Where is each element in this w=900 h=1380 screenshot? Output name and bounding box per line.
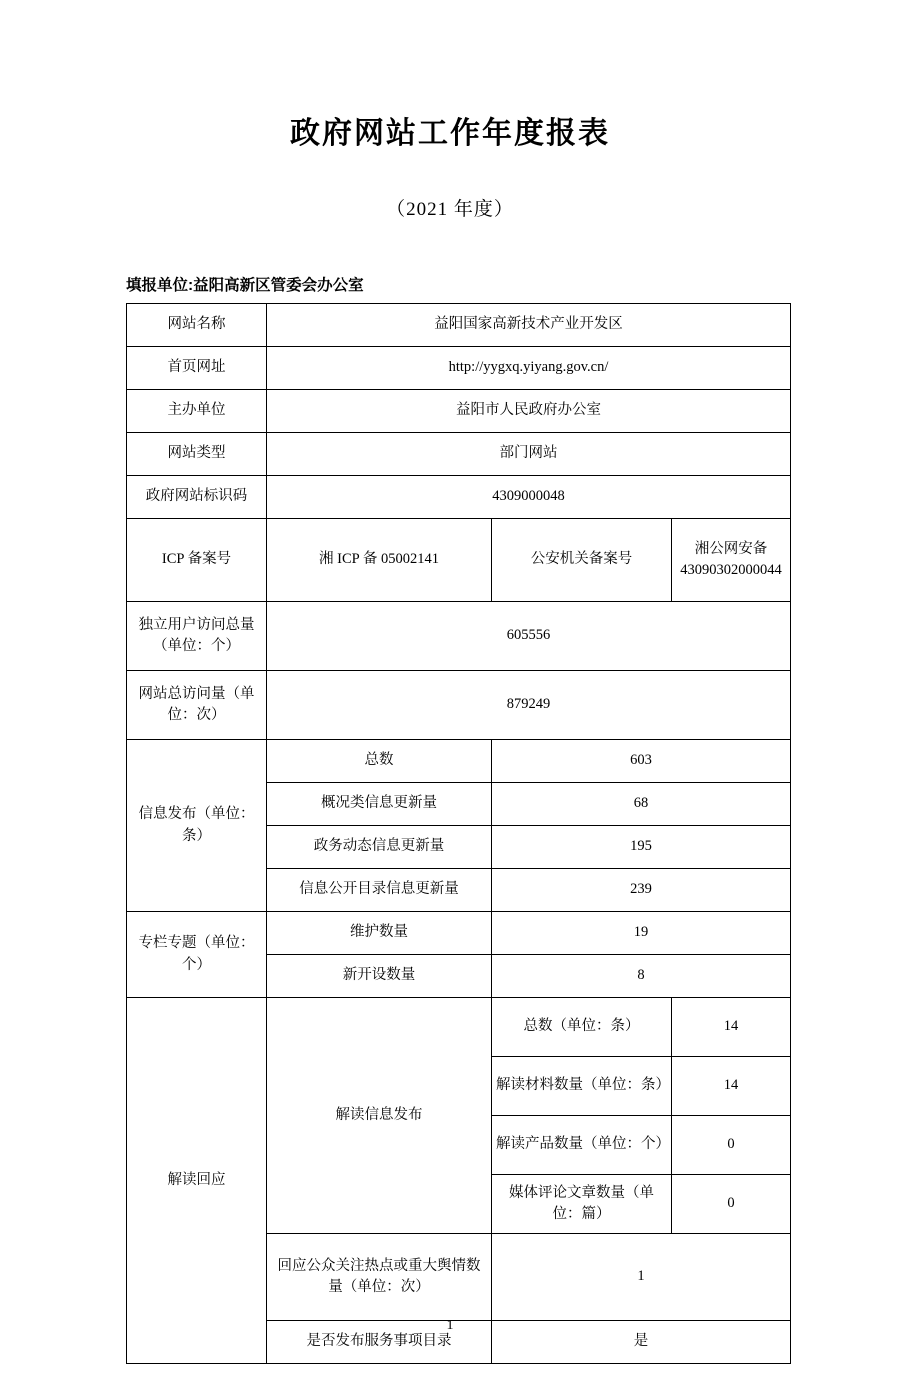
table-row: [127, 347, 791, 390]
site-type-value: 部门网站: [267, 433, 791, 476]
table-row: [127, 602, 791, 671]
total-visits-label: 网站总访问量（单位：次）: [127, 671, 267, 740]
interpretation-label: 解读回应: [127, 998, 267, 1364]
page-subtitle: （2021 年度）: [386, 199, 514, 220]
interpretation-item-value: 14: [672, 1057, 791, 1116]
homepage-label: 首页网址: [127, 347, 267, 390]
sponsor-label: 主办单位: [127, 390, 267, 433]
info-publish-item-value: 603: [492, 740, 791, 783]
page-number: 1: [446, 1318, 454, 1333]
sponsor-value: 益阳市人民政府办公室: [267, 390, 791, 433]
info-publish-item-name: 总数: [267, 740, 492, 783]
document-page: [0, 108, 900, 1380]
table-row: [127, 671, 791, 740]
interpretation-item-name: 解读产品数量（单位：个）: [492, 1116, 672, 1175]
table-row: [127, 740, 791, 783]
interpretation-item-name: 总数（单位：条）: [492, 998, 672, 1057]
info-publish-item-value: 239: [492, 869, 791, 912]
table-row: [127, 998, 791, 1057]
icp-label: ICP 备案号: [127, 519, 267, 602]
interpretation-item-name: 解读材料数量（单位：条）: [492, 1057, 672, 1116]
interpretation-item-value: 0: [672, 1175, 791, 1234]
icp-value: 湘 ICP 备 05002141: [267, 519, 492, 602]
special-column-item-value: 8: [492, 955, 791, 998]
table-row: [127, 476, 791, 519]
site-name-label: 网站名称: [127, 304, 267, 347]
site-name-value: 益阳国家高新技术产业开发区: [267, 304, 791, 347]
service-catalog-label: 是否发布服务事项目录: [267, 1321, 492, 1364]
interpretation-item-name: 媒体评论文章数量（单位：篇）: [492, 1175, 672, 1234]
annual-report-table: [126, 303, 791, 1364]
police-record-label: 公安机关备案号: [492, 519, 672, 602]
total-visits-value: 879249: [267, 671, 791, 740]
info-publish-item-value: 68: [492, 783, 791, 826]
table-row: [127, 433, 791, 476]
table-row: [127, 912, 791, 955]
table-row: [127, 390, 791, 433]
info-publish-label: 信息发布（单位：条）: [127, 740, 267, 912]
interpretation-item-value: 0: [672, 1116, 791, 1175]
site-type-label: 网站类型: [127, 433, 267, 476]
info-publish-item-name: 概况类信息更新量: [267, 783, 492, 826]
unique-visitors-value: 605556: [267, 602, 791, 671]
page-title: 政府网站工作年度报表: [290, 117, 610, 150]
info-publish-item-name: 信息公开目录信息更新量: [267, 869, 492, 912]
special-column-item-name: 维护数量: [267, 912, 492, 955]
special-column-item-name: 新开设数量: [267, 955, 492, 998]
site-code-value: 4309000048: [267, 476, 791, 519]
info-publish-item-value: 195: [492, 826, 791, 869]
homepage-value: http://yygxq.yiyang.gov.cn/: [267, 347, 791, 390]
info-publish-item-name: 政务动态信息更新量: [267, 826, 492, 869]
police-record-value: 湘公网安备 43090302000044: [672, 519, 791, 602]
hotspot-response-label: 回应公众关注热点或重大舆情数量（单位：次）: [267, 1234, 492, 1321]
hotspot-response-value: 1: [492, 1234, 791, 1321]
interpretation-item-value: 14: [672, 998, 791, 1057]
service-catalog-value: 是: [492, 1321, 791, 1364]
special-column-label: 专栏专题（单位：个）: [127, 912, 267, 998]
site-code-label: 政府网站标识码: [127, 476, 267, 519]
table-row: [127, 519, 791, 602]
interpretation-publish-label: 解读信息发布: [267, 998, 492, 1234]
table-row: [127, 304, 791, 347]
unique-visitors-label: 独立用户访问总量（单位：个）: [127, 602, 267, 671]
special-column-item-value: 19: [492, 912, 791, 955]
filler-unit-label: 填报单位:益阳高新区管委会办公室: [126, 277, 364, 294]
